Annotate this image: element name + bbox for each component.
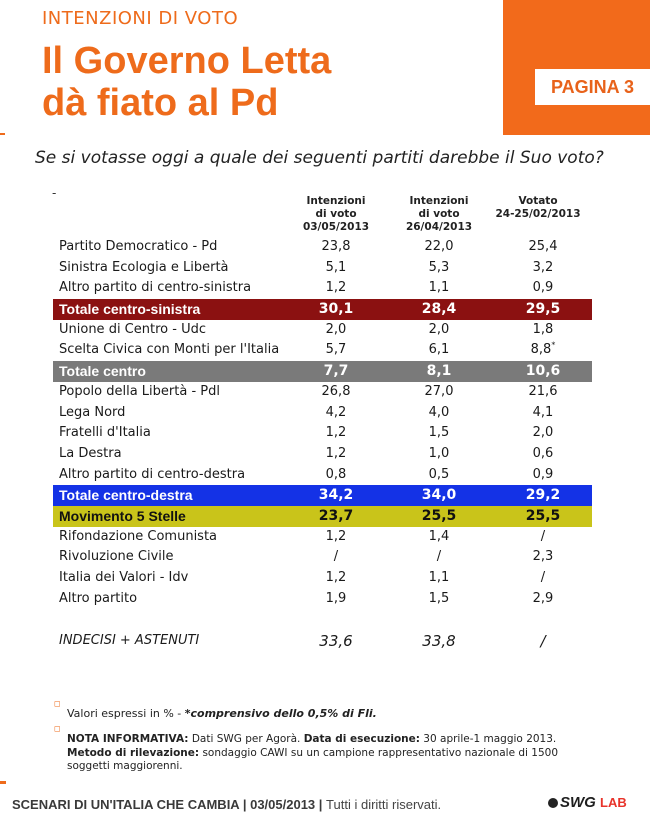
table-row <box>53 403 592 424</box>
table-row <box>53 423 592 444</box>
headline-line-2: dà fiato al Pd <box>42 82 279 124</box>
party-label: Lega Nord <box>59 404 126 420</box>
table-row <box>53 258 592 279</box>
value-current: 26,8 <box>321 383 351 399</box>
value-previous: 2,0 <box>428 321 450 337</box>
header-orange-block <box>503 0 650 135</box>
results-table <box>53 237 592 652</box>
footer-tick <box>0 781 6 784</box>
value-voted: 10,6 <box>525 363 561 380</box>
table-row <box>53 382 592 403</box>
value-voted: / <box>540 528 546 544</box>
party-label: La Destra <box>59 445 122 461</box>
table-row <box>53 320 592 341</box>
party-label: Unione di Centro - Udc <box>59 321 206 337</box>
value-previous: 1,5 <box>428 425 450 441</box>
value-previous: 5,3 <box>428 259 450 275</box>
table-row <box>53 278 592 299</box>
value-previous: 33,8 <box>422 632 456 651</box>
value-voted: 25,4 <box>528 239 558 254</box>
value-voted: 0,9 <box>532 466 554 482</box>
table-row <box>53 465 592 486</box>
column-header-1: Intenzioni di voto 03/05/2013 <box>302 195 370 233</box>
info-note: NOTA INFORMATIVA: Dati SWG per Agorà. Data di esecuzione: 30 aprile-1 maggio 2013. Metodo di rilevazione: sondaggio CAWI su un campione rappresentativo nazionale di 1500 soggetti maggiorenni. <box>67 733 559 772</box>
value-current: 1,2 <box>325 445 347 461</box>
value-current: 1,2 <box>325 570 347 585</box>
party-label: Totale centro-destra <box>59 487 193 504</box>
footnote-mark: * <box>551 341 556 351</box>
value-current: 7,7 <box>323 363 349 380</box>
value-voted: 3,2 <box>532 259 554 275</box>
table-total-row <box>53 361 592 382</box>
table-total-row <box>53 506 592 527</box>
value-voted: 29,2 <box>525 487 561 504</box>
value-current: 0,8 <box>325 466 347 482</box>
value-previous: 1,0 <box>428 445 450 461</box>
table-spacer <box>53 609 592 631</box>
logo-globe-icon <box>548 798 558 808</box>
value-voted: 29,5 <box>525 301 561 318</box>
values-note: Valori espressi in % - *comprensivo dello 0,5% di Fli. <box>67 707 377 720</box>
party-label: Scelta Civica con Monti per l'Italia <box>59 342 280 358</box>
value-current: / <box>333 549 339 565</box>
table-row <box>53 589 592 610</box>
note-bullet-icon: ◻ <box>54 724 61 733</box>
table-total-row <box>53 485 592 506</box>
value-previous: 28,4 <box>421 301 457 318</box>
value-previous: 1,5 <box>428 590 450 606</box>
table-row <box>53 527 592 548</box>
party-label: Totale centro-sinistra <box>59 301 201 318</box>
party-label: Sinistra Ecologia e Libertà <box>59 259 229 275</box>
value-current: 33,6 <box>319 632 353 651</box>
value-current: 5,1 <box>325 259 347 275</box>
value-current: 4,2 <box>325 404 347 420</box>
value-previous: 25,5 <box>421 507 457 524</box>
party-label: Fratelli d'Italia <box>59 425 151 441</box>
margin-tick <box>0 133 5 135</box>
value-previous: 6,1 <box>428 342 450 358</box>
value-previous: 0,5 <box>428 466 450 482</box>
column-header-2: Intenzioni di voto 26/04/2013 <box>405 195 473 233</box>
value-voted: 21,6 <box>528 383 558 399</box>
value-previous: 8,1 <box>426 363 452 380</box>
table-row <box>53 568 592 589</box>
survey-question: Se si votasse oggi a quale dei seguenti partiti darebbe il Suo voto? <box>35 148 604 168</box>
value-voted: 4,1 <box>532 404 554 420</box>
value-current: 23,7 <box>318 507 354 524</box>
table-total-row <box>53 299 592 320</box>
value-previous: 4,0 <box>428 404 450 420</box>
value-voted: 0,9 <box>532 280 554 296</box>
value-current: 1,2 <box>325 280 347 296</box>
value-voted: 2,3 <box>532 549 554 565</box>
value-voted-number: 8,8 <box>530 342 552 358</box>
value-current: 1,2 <box>325 528 347 544</box>
value-previous: 1,1 <box>428 570 450 585</box>
value-voted: 2,9 <box>532 590 554 606</box>
party-label: Rivoluzione Civile <box>59 549 174 565</box>
undecided-row <box>53 631 592 652</box>
party-label: Movimento 5 Stelle <box>59 507 186 524</box>
value-current: 30,1 <box>318 301 354 318</box>
value-previous: 1,1 <box>428 280 450 296</box>
value-voted: / <box>540 570 546 585</box>
value-previous: / <box>436 549 442 565</box>
value-current: 2,0 <box>325 321 347 337</box>
party-label: Italia dei Valori - Idv <box>59 570 189 585</box>
value-voted: 25,5 <box>525 507 561 524</box>
party-label: Totale centro <box>59 363 146 380</box>
column-header-3: Votato 24-25/02/2013 <box>495 195 581 220</box>
section-kicker: INTENZIONI DI VOTO <box>42 8 239 29</box>
undecided-label: INDECISI + ASTENUTI <box>59 633 200 649</box>
value-previous: 34,0 <box>421 487 457 504</box>
party-label: Altro partito di centro-destra <box>59 466 246 482</box>
value-voted: 2,0 <box>532 425 554 441</box>
party-label: Popolo della Libertà - Pdl <box>59 383 220 399</box>
value-current: 1,9 <box>325 590 347 606</box>
value-previous: 1,4 <box>428 528 450 544</box>
value-voted: / <box>540 632 546 651</box>
value-current: 5,7 <box>325 342 347 358</box>
value-current: 23,8 <box>321 239 351 254</box>
dash-mark: - <box>52 186 57 200</box>
headline-line-1: Il Governo Letta <box>42 40 332 82</box>
value-current: 1,2 <box>325 425 347 441</box>
page-badge: PAGINA 3 <box>535 69 650 105</box>
value-voted: 1,8 <box>532 321 554 337</box>
table-row <box>53 237 592 258</box>
table-row <box>53 547 592 568</box>
party-label: Altro partito di centro-sinistra <box>59 280 252 296</box>
headline <box>42 40 331 124</box>
value-current: 34,2 <box>318 487 354 504</box>
party-label: Altro partito <box>59 590 138 606</box>
swg-lab-logo: SWG LAB <box>548 794 627 811</box>
table-row <box>53 444 592 465</box>
footer: SCENARI DI UN'ITALIA CHE CAMBIA | 03/05/2013 | Tutti i diritti riservati. <box>12 797 442 812</box>
party-label: Rifondazione Comunista <box>59 528 218 544</box>
party-label: Partito Democratico - Pd <box>59 239 218 254</box>
value-voted: 0,6 <box>532 445 554 461</box>
table-row <box>53 340 592 361</box>
note-bullet-icon: ◻ <box>54 699 61 708</box>
value-previous: 22,0 <box>424 239 454 254</box>
value-previous: 27,0 <box>424 383 454 399</box>
value-voted <box>498 340 588 361</box>
